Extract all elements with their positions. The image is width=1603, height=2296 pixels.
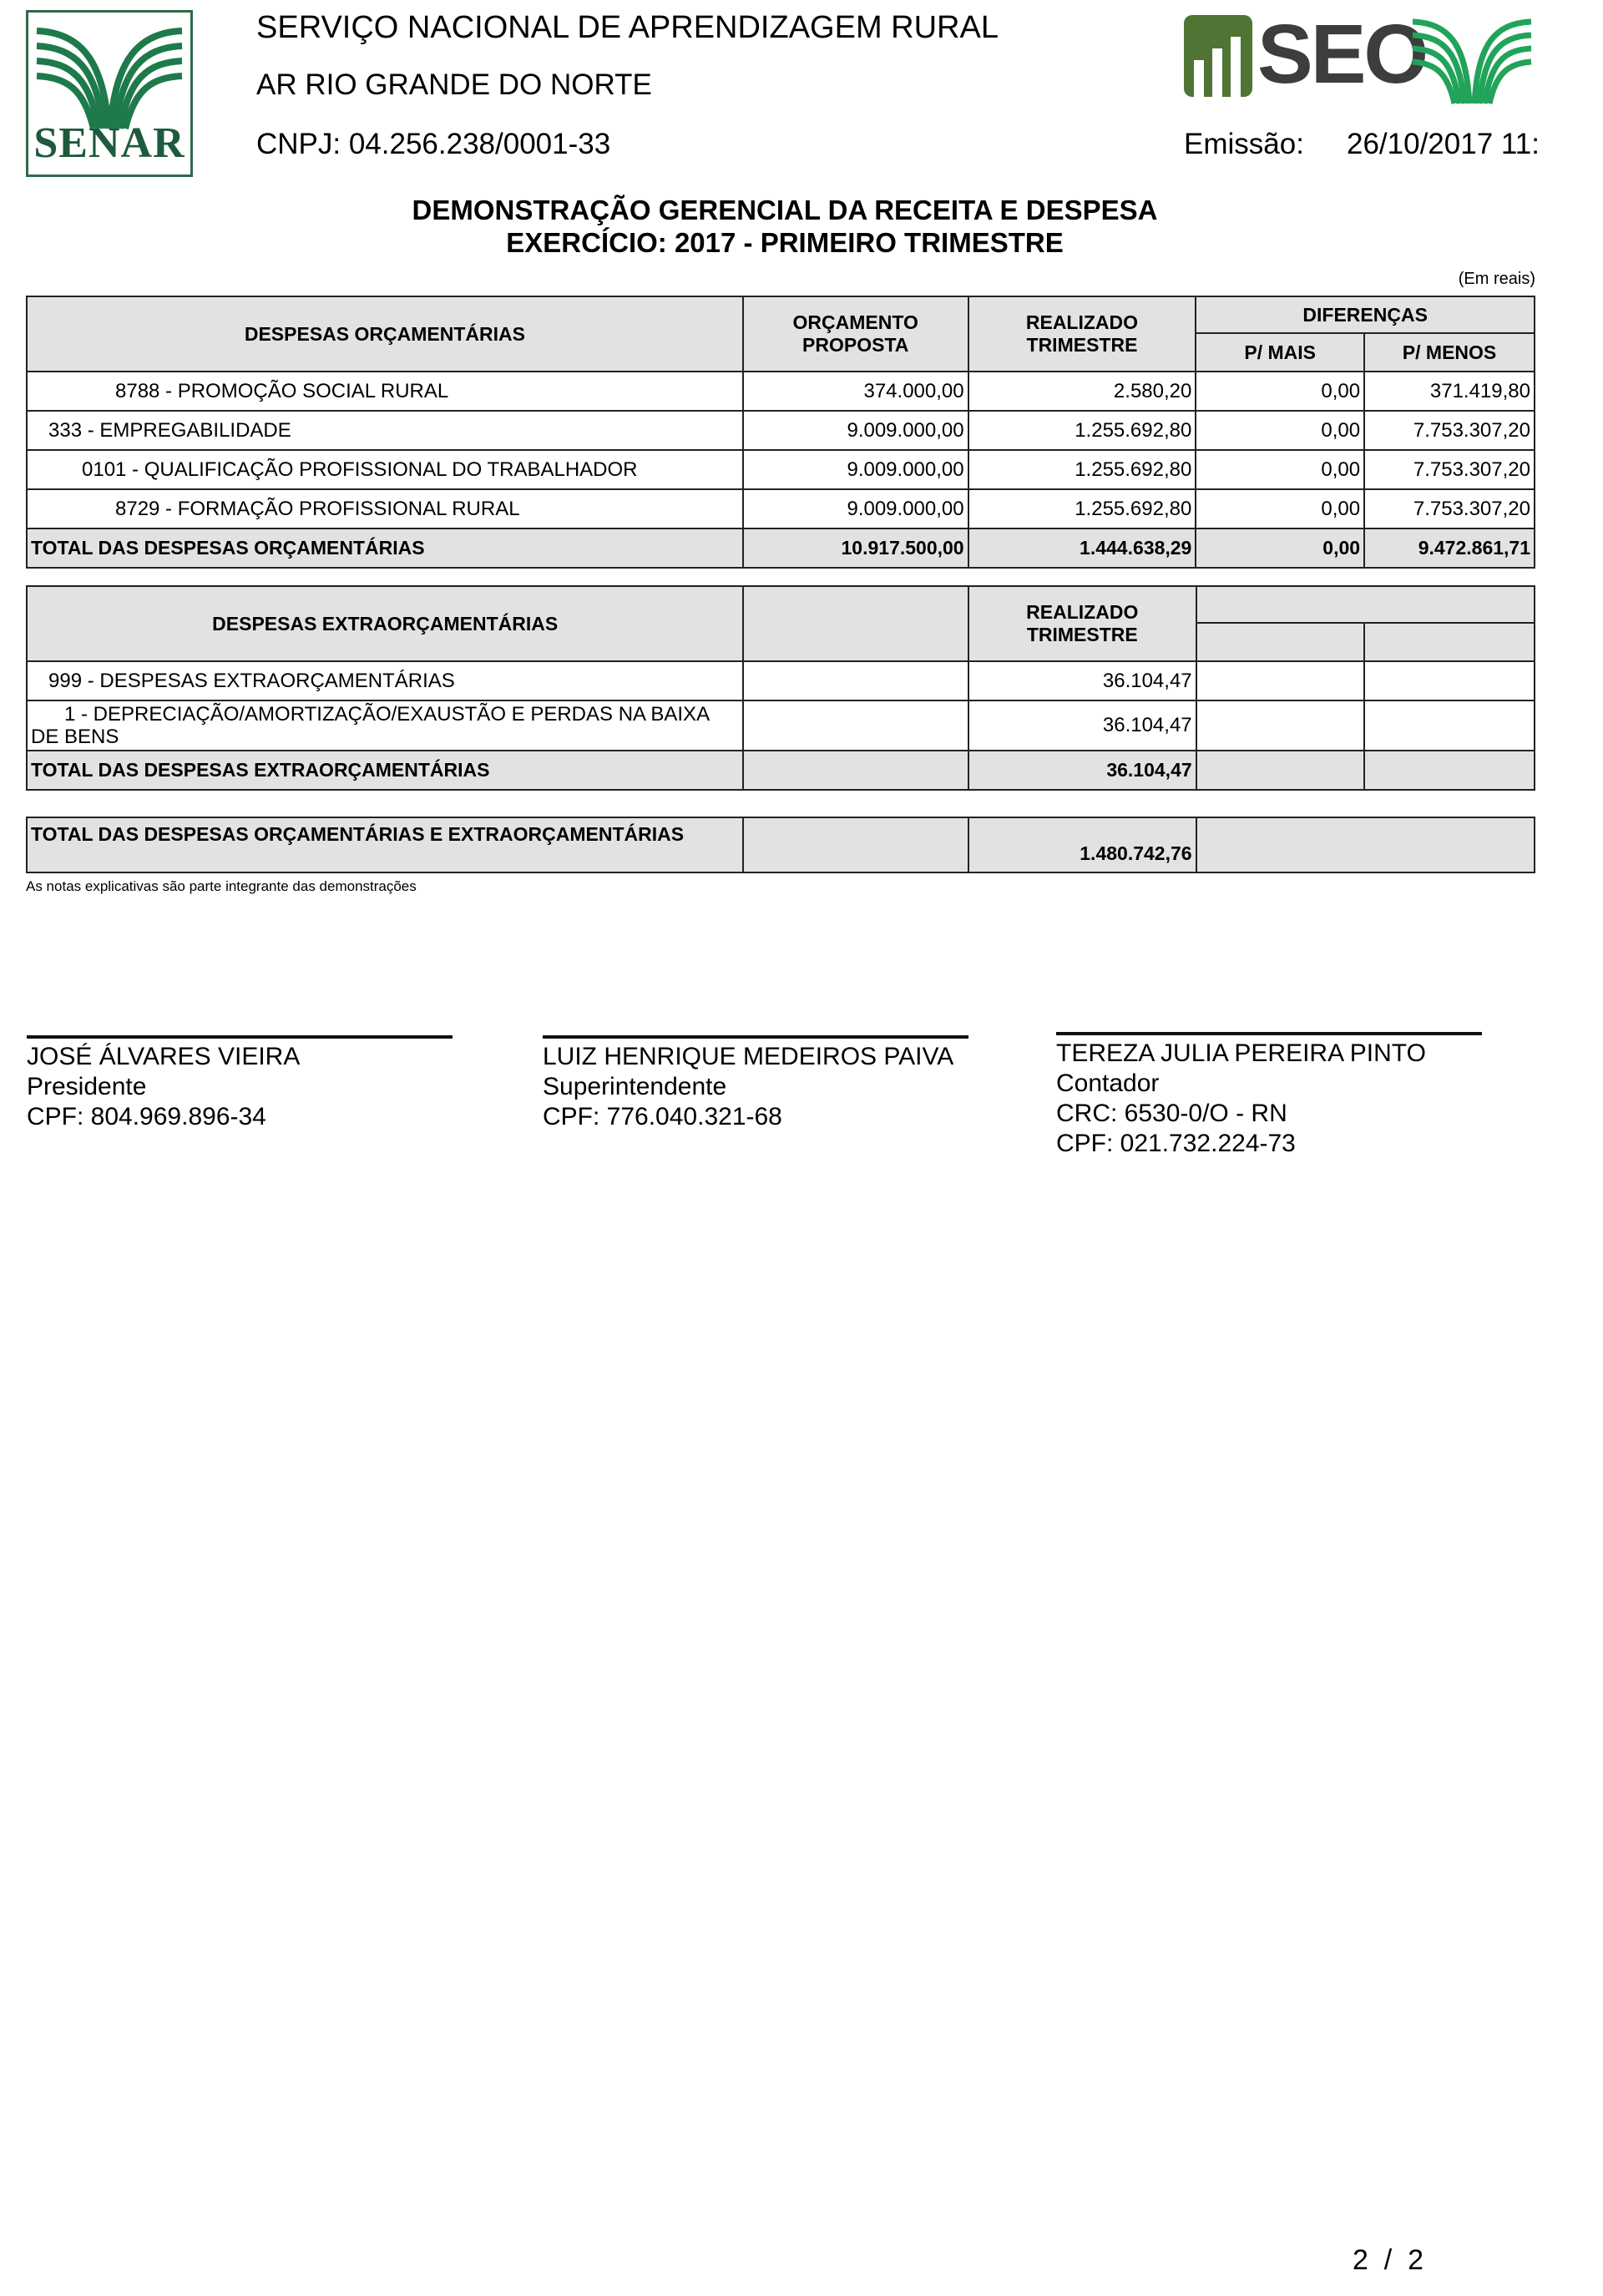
signature-accountant: [1056, 1032, 1482, 1159]
col-header-more: P/ MAIS: [1196, 333, 1364, 372]
seo-logo-text: SEO: [1257, 8, 1427, 101]
col-header-differences: DIFERENÇAS: [1196, 296, 1535, 333]
row-realized: 36.104,47: [968, 661, 1196, 700]
signer-name: TEREZA JULIA PEREIRA PINTO: [1056, 1039, 1426, 1067]
row-budget: 374.000,00: [743, 372, 968, 411]
signer-name: LUIZ HENRIQUE MEDEIROS PAIVA: [543, 1043, 954, 1070]
row-label: 333 - EMPREGABILIDADE: [27, 411, 743, 450]
total-budget: 10.917.500,00: [743, 528, 968, 568]
empty-cell: [743, 700, 968, 751]
page-number: 2 / 2: [1353, 2244, 1424, 2276]
total-label: TOTAL DAS DESPESAS EXTRAORÇAMENTÁRIAS: [27, 751, 743, 790]
grand-total-row: [27, 817, 1535, 872]
table-row: [27, 661, 1535, 700]
col-header-realized: REALIZADO TRIMESTRE: [968, 296, 1196, 372]
col-header-empty: [1364, 623, 1535, 661]
signature-president: [27, 1035, 453, 1132]
row-less: 371.419,80: [1364, 372, 1535, 411]
empty-cell: [743, 817, 968, 872]
col-header-realized: REALIZADO TRIMESTRE: [968, 586, 1196, 661]
explanatory-note: As notas explicativas são parte integrante das demonstrações: [26, 878, 417, 894]
table-row: [27, 700, 1535, 751]
signature-line: [1056, 1032, 1482, 1035]
row-realized: 1.255.692,80: [968, 450, 1196, 489]
row-budget: 9.009.000,00: [743, 411, 968, 450]
row-label: 0101 - QUALIFICAÇÃO PROFISSIONAL DO TRABALHADOR: [27, 450, 743, 489]
budget-expenses-table: [26, 296, 1535, 569]
extra-budget-expenses-table: [26, 585, 1535, 791]
total-realized: 36.104,47: [968, 751, 1196, 790]
row-more: 0,00: [1196, 411, 1364, 450]
col-header-less: P/ MENOS: [1364, 333, 1535, 372]
total-less: 9.472.861,71: [1364, 528, 1535, 568]
row-label: 8729 - FORMAÇÃO PROFISSIONAL RURAL: [27, 489, 743, 528]
total-realized: 1.444.638,29: [968, 528, 1196, 568]
signer-name: JOSÉ ÁLVARES VIEIRA: [27, 1043, 301, 1070]
row-less: 7.753.307,20: [1364, 450, 1535, 489]
signer-role: Presidente: [27, 1073, 147, 1100]
row-less: 7.753.307,20: [1364, 411, 1535, 450]
signer-role: Contador: [1056, 1070, 1160, 1097]
row-budget: 9.009.000,00: [743, 450, 968, 489]
signer-role: Superintendente: [543, 1073, 727, 1100]
empty-cell: [743, 751, 968, 790]
seo-logo: [1184, 8, 1535, 105]
signer-cpf: CPF: 776.040.321-68: [543, 1103, 782, 1130]
grand-total-value: 1.480.742,76: [968, 817, 1196, 872]
table-row: [27, 450, 1535, 489]
total-row: [27, 528, 1535, 568]
report-subtitle: EXERCÍCIO: 2017 - PRIMEIRO TRIMESTRE: [506, 227, 1064, 258]
senar-logo: [26, 10, 193, 177]
empty-cell: [743, 661, 968, 700]
grand-total-table: [26, 817, 1535, 873]
emission-date: 26/10/2017 11:: [1347, 128, 1540, 160]
row-label: 8788 - PROMOÇÃO SOCIAL RURAL: [27, 372, 743, 411]
empty-cell: [1196, 817, 1535, 872]
empty-cell: [1196, 700, 1365, 751]
total-row: [27, 751, 1535, 790]
signature-line: [543, 1035, 968, 1039]
total-more: 0,00: [1196, 528, 1364, 568]
row-less: 7.753.307,20: [1364, 489, 1535, 528]
col-header-description: DESPESAS ORÇAMENTÁRIAS: [27, 296, 743, 372]
emission-label: Emissão:: [1184, 128, 1304, 160]
table-row: [27, 489, 1535, 528]
seo-wheat-icon: [1409, 13, 1535, 105]
total-label: TOTAL DAS DESPESAS ORÇAMENTÁRIAS: [27, 528, 743, 568]
col-header-empty: [743, 586, 968, 661]
signature-line: [27, 1035, 453, 1039]
row-budget: 9.009.000,00: [743, 489, 968, 528]
senar-wheat-icon: [28, 16, 190, 133]
signer-crc: CRC: 6530-0/O - RN: [1056, 1100, 1287, 1127]
row-more: 0,00: [1196, 450, 1364, 489]
col-header-empty: [1196, 586, 1535, 623]
row-label: 999 - DESPESAS EXTRAORÇAMENTÁRIAS: [27, 661, 743, 700]
row-realized: 1.255.692,80: [968, 489, 1196, 528]
row-realized: 2.580,20: [968, 372, 1196, 411]
row-realized: 36.104,47: [968, 700, 1196, 751]
col-header-budget: ORÇAMENTO PROPOSTA: [743, 296, 968, 372]
grand-total-label: TOTAL DAS DESPESAS ORÇAMENTÁRIAS E EXTRAORÇAMENTÁRIAS: [27, 817, 743, 872]
currency-unit: (Em reais): [1458, 270, 1535, 288]
table-row: [27, 411, 1535, 450]
row-more: 0,00: [1196, 489, 1364, 528]
org-name: SERVIÇO NACIONAL DE APRENDIZAGEM RURAL: [256, 10, 999, 45]
org-cnpj: CNPJ: 04.256.238/0001-33: [256, 128, 611, 160]
signer-cpf: CPF: 804.969.896-34: [27, 1103, 266, 1130]
signer-cpf: CPF: 021.732.224-73: [1056, 1130, 1296, 1157]
org-region: AR RIO GRANDE DO NORTE: [256, 68, 652, 101]
empty-cell: [1196, 751, 1365, 790]
row-more: 0,00: [1196, 372, 1364, 411]
senar-logo-text: SENAR: [33, 119, 185, 167]
empty-cell: [1364, 700, 1535, 751]
table-row: [27, 372, 1535, 411]
col-header-description: DESPESAS EXTRAORÇAMENTÁRIAS: [27, 586, 743, 661]
row-realized: 1.255.692,80: [968, 411, 1196, 450]
bar-chart-icon: [1184, 15, 1252, 97]
signature-superintendent: [543, 1035, 968, 1132]
row-label: 1 - DEPRECIAÇÃO/AMORTIZAÇÃO/EXAUSTÃO E PERDAS NA BAIXA DE BENS: [27, 700, 743, 751]
empty-cell: [1364, 661, 1535, 700]
empty-cell: [1364, 751, 1535, 790]
col-header-empty: [1196, 623, 1365, 661]
report-title: DEMONSTRAÇÃO GERENCIAL DA RECEITA E DESPESA: [412, 195, 1158, 225]
empty-cell: [1196, 661, 1365, 700]
